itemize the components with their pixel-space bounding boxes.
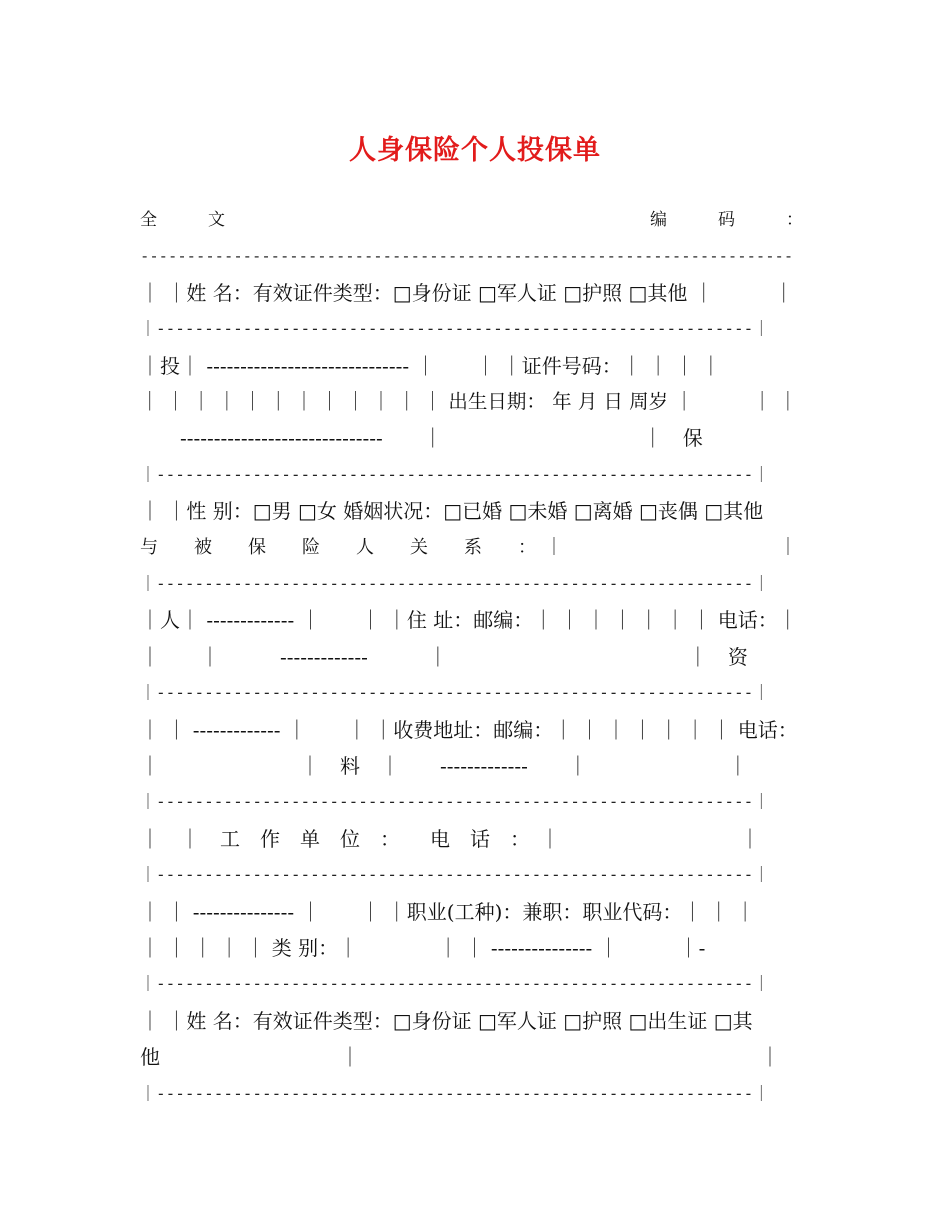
form-line: ｜ ｜性 别：□男 □女 婚姻状况：□已婚 □未婚 □离婚 □丧偶 □其他 <box>140 499 764 524</box>
form-line: ｜ ｜姓 名：有效证件类型：□身份证 □军人证 □护照 □出生证 □其 <box>140 1008 753 1033</box>
form-line: ｜ ｜ ｜ ｜ ｜ ｜ ｜ ｜ ｜ ｜ ｜ ｜ 出生日期： 年 月 日 周岁 ｜ ｜ ｜ <box>140 390 798 413</box>
form-line: ｜--------------------------------------------------------------｜ <box>140 574 770 593</box>
form-line: ｜ ｜ --------------- ｜ ｜ ｜职业(工种)：兼职：职业代码：｜ ｜ ｜ <box>140 899 756 924</box>
form-line: ｜--------------------------------------------------------------｜ <box>140 683 770 703</box>
form-line: ｜--------------------------------------------------------------｜ <box>140 1083 770 1103</box>
form-line: 与 被 保 险 人 关 系 ： ｜ ｜ <box>140 536 797 558</box>
form-line: ｜ ｜ 工 作 单 位 ： 电 话 ： ｜ ｜ <box>140 826 760 851</box>
form-line: ------------------------------ ｜ ｜ 保 <box>140 426 703 451</box>
document-title: 人身保险个人投保单 <box>349 135 601 166</box>
form-line: ｜--------------------------------------------------------------｜ <box>140 792 770 812</box>
form-line: ｜ ｜ ｜ ｜ ｜ 类 别：｜ ｜ ｜ --------------- ｜ ｜- <box>140 936 706 960</box>
form-line: ｜--------------------------------------------------------------｜ <box>140 319 770 339</box>
form-line: ｜--------------------------------------------------------------｜ <box>140 464 770 484</box>
form-line: ｜--------------------------------------------------------------｜ <box>140 865 770 885</box>
form-line: ｜--------------------------------------------------------------｜ <box>140 974 770 994</box>
form-line: ｜ ｜ 料 ｜ ------------- ｜ ｜ <box>140 754 748 778</box>
form-line: 全 文 编 码 ： <box>140 210 803 230</box>
form-line: ｜ ｜姓 名：有效证件类型：□身份证 □军人证 □护照 □其他 ｜ ｜ <box>140 280 794 305</box>
form-line: ｜ ｜ ------------- ｜ ｜ 资 <box>140 644 748 669</box>
form-line: ｜ ｜ ------------- ｜ ｜ ｜收费地址：邮编：｜ ｜ ｜ ｜ ｜ ｜ ｜ 电话： <box>140 717 798 742</box>
form-line: ｜人｜ ------------- ｜ ｜ ｜住 址：邮编：｜ ｜ ｜ ｜ ｜ ｜ ｜ 电话：｜ <box>140 608 798 633</box>
form-line: ---------------------------------------------------------------------- <box>140 247 794 266</box>
form-line: 他 ｜ ｜ <box>140 1045 780 1070</box>
form-line: ｜投｜ ------------------------------ ｜ ｜ ｜证件号码：｜ ｜ ｜ ｜ <box>140 353 721 378</box>
